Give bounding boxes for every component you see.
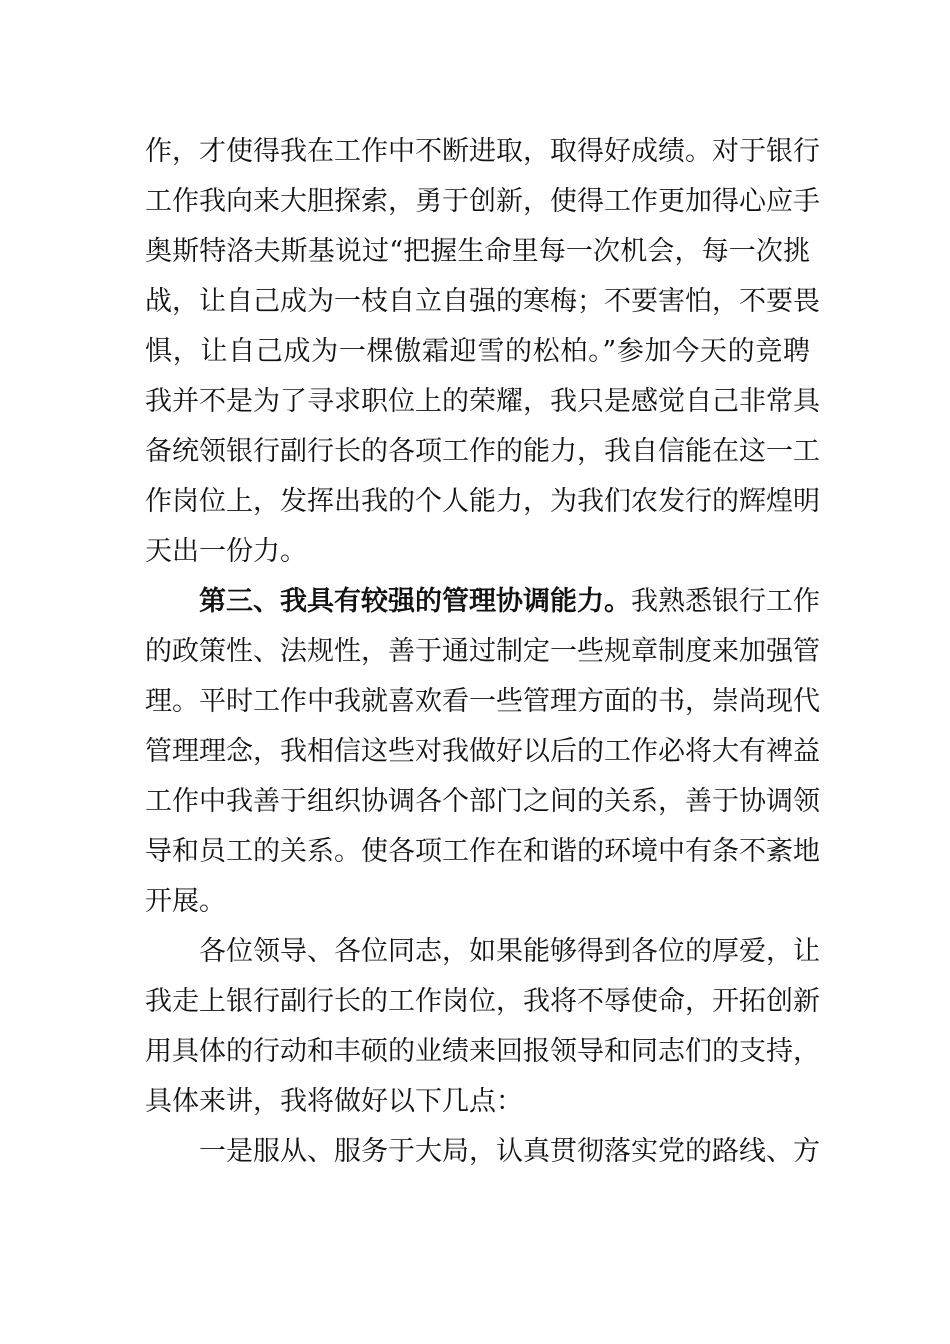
text-line: [199, 582, 820, 622]
text-line: 管理理念，我相信这些对我做好以后的工作必将大有裨益: [145, 736, 820, 767]
text-line: 作岗位上，发挥出我的个人能力，为我们农发行的辉煌明: [145, 486, 820, 517]
text-span: 我熟悉银行工作: [631, 586, 820, 617]
text-line: 我走上银行副行长的工作岗位，我将不辱使命，开拓创新: [145, 986, 820, 1017]
text-line: 战，让自己成为一枝自立自强的寒梅；不要害怕，不要畏: [145, 286, 820, 317]
text-line: 惧，让自己成为一棵傲霜迎雪的松柏。”参加今天的竞聘: [145, 336, 810, 367]
text-line: 具体来讲，我将做好以下几点：: [145, 1086, 523, 1117]
text-line: 导和员工的关系。使各项工作在和谐的环境中有条不紊地: [145, 836, 820, 867]
text-line: 作，才使得我在工作中不断进取，取得好成绩。对于银行: [145, 136, 820, 167]
text-line: 工作我向来大胆探索，勇于创新，使得工作更加得心应手: [145, 186, 820, 217]
text-line: 一是服从、服务于大局，认真贯彻落实党的路线、方: [199, 1136, 820, 1167]
text-line: 备统领银行副行长的各项工作的能力，我自信能在这一工: [145, 436, 820, 467]
text-line: 我并不是为了寻求职位上的荣耀，我只是感觉自己非常具: [145, 386, 820, 417]
text-line: 的政策性、法规性，善于通过制定一些规章制度来加强管: [145, 636, 820, 667]
text-line: 工作中我善于组织协调各个部门之间的关系，善于协调领: [145, 786, 820, 817]
text-line: 奥斯特洛夫斯基说过“把握生命里每一次机会，每一次挑: [145, 236, 810, 267]
text-line: 开展。: [145, 886, 226, 917]
text-line: 各位领导、各位同志，如果能够得到各位的厚爱，让: [199, 936, 820, 967]
text-line: 理。平时工作中我就喜欢看一些管理方面的书，崇尚现代: [145, 686, 820, 717]
section-heading: 第三、我具有较强的管理协调能力。: [199, 586, 631, 617]
text-line: 用具体的行动和丰硕的业绩来回报领导和同志们的支持，: [145, 1036, 820, 1067]
text-line: 天出一份力。: [145, 536, 307, 567]
